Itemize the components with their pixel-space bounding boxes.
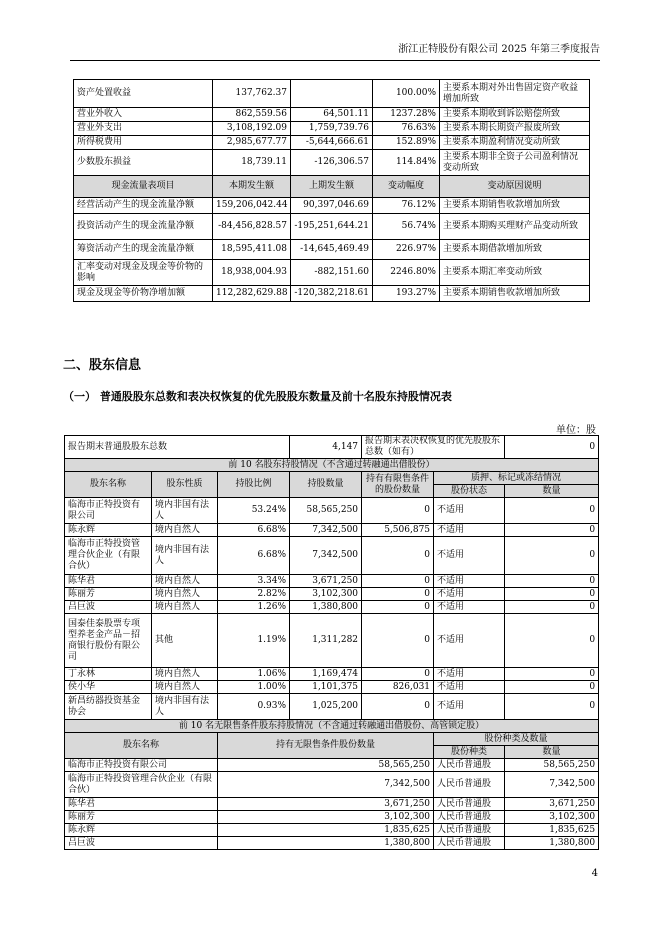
holder-ratio: 3.34% <box>218 575 290 588</box>
page-header: 浙江正特股份有限公司 2025 年第三季度报告 <box>70 40 600 61</box>
holder-nature: 境内自然人 <box>152 668 218 681</box>
table-row <box>65 811 599 824</box>
holder-status: 不适用 <box>434 681 505 694</box>
u-header-name: 股东名称 <box>65 733 218 759</box>
holder-restricted: 0 <box>362 694 434 720</box>
holder-nature: 境内自然人 <box>152 524 218 537</box>
header-name: 股东名称 <box>65 472 152 498</box>
holder-nature: 境内自然人 <box>152 601 218 614</box>
table-row <box>65 537 599 575</box>
u-type: 人民币普通股 <box>434 759 505 772</box>
current-cell: 112,282,629.88 <box>213 286 291 302</box>
table-row <box>65 575 599 588</box>
header-row <box>65 733 599 746</box>
unit-label: 单位：股 <box>556 425 596 436</box>
reason-cell: 主要系本期长期资产报废所致 <box>440 122 590 136</box>
header-row <box>65 472 599 485</box>
current-cell: 137,762.37 <box>213 80 291 108</box>
change-cell: 226.97% <box>373 240 440 260</box>
table-row <box>74 136 590 150</box>
holder-name: 吕巨波 <box>65 601 152 614</box>
table-row <box>65 824 599 837</box>
holder-ratio: 1.00% <box>218 681 290 694</box>
previous-cell: -882,151.60 <box>291 260 373 286</box>
section-row <box>65 459 599 472</box>
header-cell: 变动原因说明 <box>440 176 590 198</box>
table-row <box>74 122 590 136</box>
table-row <box>65 837 599 850</box>
holder-qty: 1,380,800 <box>290 601 362 614</box>
table-row <box>74 260 590 286</box>
u-name: 陈丽芳 <box>65 811 218 824</box>
header-count: 数量 <box>505 485 599 498</box>
reason-cell: 主要系本期销售收款增加所致 <box>440 198 590 214</box>
holder-name: 陈永辉 <box>65 524 152 537</box>
table-row <box>74 80 590 108</box>
table-row <box>65 694 599 720</box>
u-header-type-group: 股份种类及数量 <box>434 733 599 746</box>
total-holders-label: 报告期末普通股股东总数 <box>65 436 290 459</box>
u-header-type: 股份种类 <box>434 746 505 759</box>
table-row <box>74 150 590 176</box>
reason-cell: 主要系本期汇率变动所致 <box>440 260 590 286</box>
change-cell: 114.84% <box>373 150 440 176</box>
u-count: 3,102,300 <box>505 811 599 824</box>
holder-nature: 境内自然人 <box>152 681 218 694</box>
holder-status: 不适用 <box>434 601 505 614</box>
header-restricted: 持有有限售条件的股份数量 <box>362 472 434 498</box>
u-type: 人民币普通股 <box>434 811 505 824</box>
item-cell: 资产处置收益 <box>74 80 213 108</box>
u-name: 临海市正特投资有限公司 <box>65 759 218 772</box>
reason-cell: 主要系本期非全资子公司盈利情况变动所致 <box>440 150 590 176</box>
item-cell: 经营活动产生的现金流量净额 <box>74 198 213 214</box>
u-count: 3,671,250 <box>505 798 599 811</box>
holder-name: 侯小华 <box>65 681 152 694</box>
holder-name: 陈华君 <box>65 575 152 588</box>
u-qty: 3,102,300 <box>218 811 434 824</box>
holder-status: 不适用 <box>434 668 505 681</box>
holder-restricted: 0 <box>362 498 434 524</box>
holder-restricted: 0 <box>362 575 434 588</box>
u-count: 58,565,250 <box>505 759 599 772</box>
previous-cell: -5,644,666.61 <box>291 136 373 150</box>
holder-restricted: 826,031 <box>362 681 434 694</box>
previous-cell: 1,759,739.76 <box>291 122 373 136</box>
holder-status: 不适用 <box>434 588 505 601</box>
u-count: 1,835,625 <box>505 824 599 837</box>
holder-qty: 3,102,300 <box>290 588 362 601</box>
holder-name: 丁永林 <box>65 668 152 681</box>
header-ratio: 持股比例 <box>218 472 290 498</box>
reason-cell: 主要系本期销售收款增加所致 <box>440 286 590 302</box>
reason-cell: 主要系本期借款增加所致 <box>440 240 590 260</box>
change-cell: 76.63% <box>373 122 440 136</box>
u-qty: 7,342,500 <box>218 772 434 798</box>
holder-status: 不适用 <box>434 537 505 575</box>
holder-count: 0 <box>505 524 599 537</box>
table-row <box>65 614 599 668</box>
holder-ratio: 1.26% <box>218 601 290 614</box>
change-cell: 56.74% <box>373 214 440 240</box>
u-name: 吕巨波 <box>65 837 218 850</box>
header-status: 股份状态 <box>434 485 505 498</box>
reason-cell: 主要系本期对外出售固定资产收益增加所致 <box>440 80 590 108</box>
holder-qty: 7,342,500 <box>290 537 362 575</box>
table-row <box>65 668 599 681</box>
holder-qty: 3,671,250 <box>290 575 362 588</box>
table-row <box>74 286 590 302</box>
reason-cell: 主要系本期盈利情况变动所致 <box>440 136 590 150</box>
table-row <box>65 759 599 772</box>
current-cell: 862,559.56 <box>213 108 291 122</box>
holder-count: 0 <box>505 681 599 694</box>
holder-count: 0 <box>505 588 599 601</box>
header-cell: 现金流量表项目 <box>74 176 213 198</box>
holder-status: 不适用 <box>434 614 505 668</box>
change-cell: 100.00% <box>373 80 440 108</box>
current-cell: 18,595,411.08 <box>213 240 291 260</box>
holder-name: 临海市正特投资有限公司 <box>65 498 152 524</box>
current-cell: -84,456,828.57 <box>213 214 291 240</box>
holder-nature: 境内自然人 <box>152 588 218 601</box>
holder-ratio: 1.06% <box>218 668 290 681</box>
change-analysis-table <box>73 79 590 302</box>
preferred-holders-value: 0 <box>505 436 599 459</box>
holder-name: 陈丽芳 <box>65 588 152 601</box>
previous-cell: -120,382,218.61 <box>291 286 373 302</box>
section-title: 二、股东信息 <box>63 358 142 373</box>
u-name: 陈华君 <box>65 798 218 811</box>
holder-restricted: 0 <box>362 601 434 614</box>
u-type: 人民币普通股 <box>434 824 505 837</box>
holder-qty: 7,342,500 <box>290 524 362 537</box>
holder-nature: 境内自然人 <box>152 575 218 588</box>
table-row <box>65 798 599 811</box>
holder-restricted: 0 <box>362 614 434 668</box>
holder-nature: 境内非国有法人 <box>152 498 218 524</box>
holder-qty: 58,565,250 <box>290 498 362 524</box>
change-cell: 2246.80% <box>373 260 440 286</box>
current-cell: 2,985,677.77 <box>213 136 291 150</box>
u-qty: 1,835,625 <box>218 824 434 837</box>
table-row <box>74 108 590 122</box>
holder-restricted: 0 <box>362 588 434 601</box>
holder-status: 不适用 <box>434 524 505 537</box>
holder-count: 0 <box>505 498 599 524</box>
holder-status: 不适用 <box>434 694 505 720</box>
item-cell: 所得税费用 <box>74 136 213 150</box>
holder-restricted: 0 <box>362 668 434 681</box>
table-row <box>65 681 599 694</box>
current-cell: 18,739.11 <box>213 150 291 176</box>
previous-cell: -126,306.57 <box>291 150 373 176</box>
previous-cell: -195,251,644.21 <box>291 214 373 240</box>
u-name: 陈永辉 <box>65 824 218 837</box>
holder-restricted: 0 <box>362 537 434 575</box>
holder-qty: 1,169,474 <box>290 668 362 681</box>
holder-qty: 1,025,200 <box>290 694 362 720</box>
section-subtitle: （一） 普通股股东总数和表决权恢复的优先股股东数量及前十名股东持股情况表 <box>63 390 452 403</box>
item-cell: 营业外支出 <box>74 122 213 136</box>
current-cell: 159,206,042.44 <box>213 198 291 214</box>
reason-cell: 主要系本期收到诉讼赔偿所致 <box>440 108 590 122</box>
holder-nature: 境内非国有法人 <box>152 694 218 720</box>
holder-nature: 其他 <box>152 614 218 668</box>
change-cell: 152.89% <box>373 136 440 150</box>
holder-count: 0 <box>505 537 599 575</box>
holder-count: 0 <box>505 694 599 720</box>
header-pledge: 质押、标记或冻结情况 <box>434 472 599 485</box>
header-cell: 上期发生额 <box>291 176 373 198</box>
holder-restricted: 5,506,875 <box>362 524 434 537</box>
u-qty: 1,380,800 <box>218 837 434 850</box>
holder-ratio: 53.24% <box>218 498 290 524</box>
previous-cell: 90,397,046.69 <box>291 198 373 214</box>
holder-ratio: 0.93% <box>218 694 290 720</box>
table-row <box>74 240 590 260</box>
item-cell: 筹资活动产生的现金流量净额 <box>74 240 213 260</box>
previous-cell: -14,645,469.49 <box>291 240 373 260</box>
section-row <box>65 720 599 733</box>
u-count: 7,342,500 <box>505 772 599 798</box>
holder-ratio: 1.19% <box>218 614 290 668</box>
item-cell: 投资活动产生的现金流量净额 <box>74 214 213 240</box>
holder-count: 0 <box>505 668 599 681</box>
u-type: 人民币普通股 <box>434 772 505 798</box>
item-cell: 营业外收入 <box>74 108 213 122</box>
holder-status: 不适用 <box>434 498 505 524</box>
change-cell: 193.27% <box>373 286 440 302</box>
u-qty: 3,671,250 <box>218 798 434 811</box>
cash-flow-header-row <box>74 176 590 198</box>
u-count: 1,380,800 <box>505 837 599 850</box>
u-header-count: 数量 <box>505 746 599 759</box>
summary-row <box>65 436 599 459</box>
holder-qty: 1,101,375 <box>290 681 362 694</box>
table-row <box>74 214 590 240</box>
holder-name: 新昌纺器投资基金协会 <box>65 694 152 720</box>
total-holders-value: 4,147 <box>290 436 362 459</box>
holder-count: 0 <box>505 601 599 614</box>
table-row <box>65 772 599 798</box>
table-row <box>65 601 599 614</box>
holder-ratio: 2.82% <box>218 588 290 601</box>
change-cell: 76.12% <box>373 198 440 214</box>
holder-nature: 境内非国有法人 <box>152 537 218 575</box>
header-qty: 持股数量 <box>290 472 362 498</box>
u-name: 临海市正特投资管理合伙企业（有限合伙） <box>65 772 218 798</box>
item-cell: 少数股东损益 <box>74 150 213 176</box>
holder-count: 0 <box>505 614 599 668</box>
u-qty: 58,565,250 <box>218 759 434 772</box>
previous-cell: 64,501.11 <box>291 108 373 122</box>
header-cell: 变动幅度 <box>373 176 440 198</box>
u-type: 人民币普通股 <box>434 837 505 850</box>
holder-qty: 1,311,282 <box>290 614 362 668</box>
holder-ratio: 6.68% <box>218 524 290 537</box>
holder-name: 国泰佳泰股票专项型养老金产品－招商银行股份有限公司 <box>65 614 152 668</box>
top10-title: 前 10 名股东持股情况（不含通过转融通出借股份） <box>65 459 599 472</box>
table-row <box>65 524 599 537</box>
table-row <box>74 198 590 214</box>
u-header-qty: 持有无限售条件股份数量 <box>218 733 434 759</box>
unrestricted-title: 前 10 名无限售条件股东持股情况（不含通过转融通出借股份、高管锁定股） <box>65 720 599 733</box>
holder-count: 0 <box>505 575 599 588</box>
u-type: 人民币普通股 <box>434 798 505 811</box>
change-cell: 1237.28% <box>373 108 440 122</box>
shareholder-table <box>64 435 599 850</box>
holder-name: 临海市正特投资管理合伙企业（有限合伙） <box>65 537 152 575</box>
current-cell: 3,108,192.09 <box>213 122 291 136</box>
previous-cell <box>291 80 373 108</box>
holder-ratio: 6.68% <box>218 537 290 575</box>
current-cell: 18,938,004.93 <box>213 260 291 286</box>
item-cell: 现金及现金等价物净增加额 <box>74 286 213 302</box>
table-row <box>65 588 599 601</box>
holder-status: 不适用 <box>434 575 505 588</box>
reason-cell: 主要系本期购买理财产品变动所致 <box>440 214 590 240</box>
item-cell: 汇率变动对现金及现金等价物的影响 <box>74 260 213 286</box>
header-cell: 本期发生额 <box>213 176 291 198</box>
preferred-holders-label: 报告期末表决权恢复的优先股股东总数（如有） <box>362 436 505 459</box>
table-row <box>65 498 599 524</box>
header-nature: 股东性质 <box>152 472 218 498</box>
page-number: 4 <box>591 868 598 879</box>
